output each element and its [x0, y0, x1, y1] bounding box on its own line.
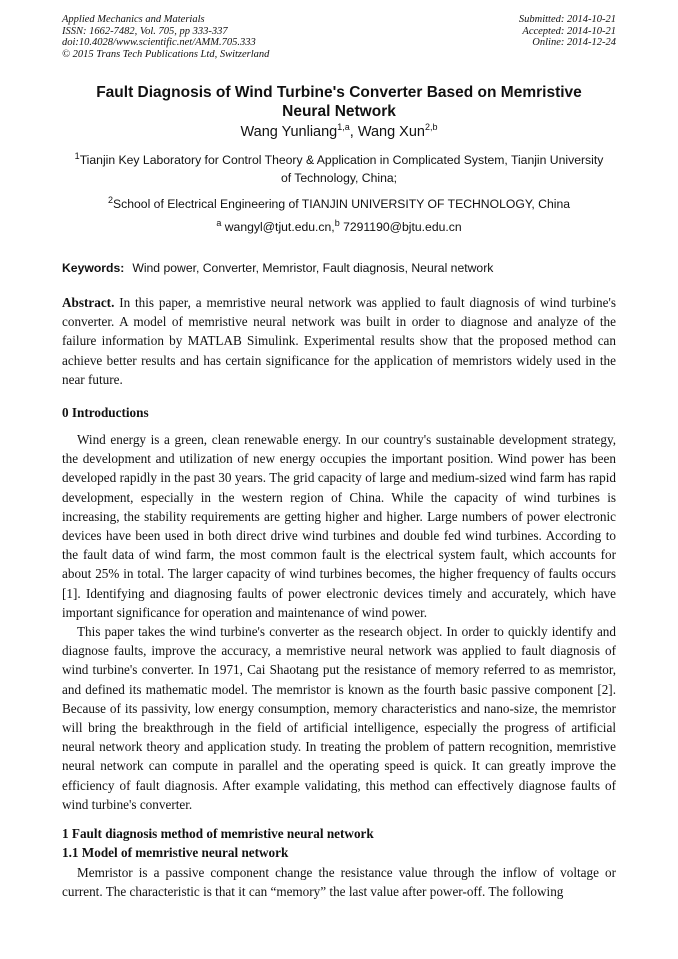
page-header: [62, 14, 616, 66]
affiliation-1-line-2: of Technology, China;: [280, 171, 398, 185]
title-line-2: Neural Network: [282, 103, 396, 120]
dates-info: [519, 14, 616, 49]
author-2: Wang Xun: [357, 124, 425, 140]
section-heading-1-1: 1.1 Model of memristive neural network: [62, 845, 289, 860]
affiliation-2-marker: 2: [108, 194, 114, 205]
title-line-1: Fault Diagnosis of Wind Turbine's Converter Based on Memristive: [96, 84, 582, 101]
affiliation-1: [62, 151, 616, 187]
affiliation-1-marker: 1: [74, 150, 80, 161]
journal-info: [62, 14, 269, 60]
section-heading-1: 1 Fault diagnosis method of memristive neural network: [62, 826, 374, 841]
abstract-text: In this paper, a memristive neural network was applied to fault diagnosis of wind turbine's converter. A model of memristive neural network was built in order to diagnose and analyze of the failure information by MATLAB Simulink. Experimental results show that the proposed method can achieve better results and has certain significance for the application of memristors widely used in the near future.: [62, 295, 616, 387]
section-heading-introductions: 0 Introductions: [62, 405, 149, 420]
section-1-1-body: [62, 863, 616, 901]
author-1: Wang Yunliang: [240, 124, 338, 140]
author-separator: ,: [349, 124, 358, 140]
affiliation-2: [62, 195, 616, 213]
abstract: [62, 293, 616, 389]
keywords-text: Wind power, Converter, Memristor, Fault diagnosis, Neural network: [132, 261, 494, 275]
keywords-label: Keywords:: [62, 261, 125, 275]
author-2-affiliation: 2,b: [424, 122, 438, 133]
submitted-date: Submitted: 2014-10-21: [518, 14, 616, 25]
introduction-body: [62, 430, 616, 814]
section-1-1-paragraph-1: Memristor is a passive component change the resistance value through the inflow of voltage or current. The characteristic is that it can “memory” the last value after power-off. The following: [62, 865, 616, 900]
author-emails: [62, 217, 616, 234]
abstract-label: Abstract.: [62, 295, 115, 310]
online-date: Online: 2014-12-24: [532, 37, 616, 48]
email-b-marker: b: [334, 217, 340, 228]
affiliation-2-text: School of Electrical Engineering of TIANJIN UNIVERSITY OF TECHNOLOGY, China: [113, 197, 570, 211]
email-b: 7291190@bjtu.edu.cn: [343, 220, 462, 234]
email-a-marker: a: [216, 217, 222, 228]
intro-paragraph-2: This paper takes the wind turbine's converter as the research object. In order to quickly identify and diagnose faults, improve the accuracy, a memristive neural network was applied to fault diagnosis of wind turbine's converter. In 1971, Cai Shaotang put the resistance of memory referred to as memristor, and defined its mathematic model. The memristor is known as the fourth basic passive component [2]. Because of its passivity, low energy consumption, memory characteristics and nano-size, the memristor will bring the breakthrough in the field of artificial intelligence, especially the progress of artificial neural network theory and application study. In treating the problem of pattern recognition, memristive neural network can compute in parallel and the operating speed is quick. It can greatly improve the efficiency of fault diagnosis. After example validating, this method can effectively diagnose faults of wind turbine's converter.: [62, 624, 616, 812]
author-1-affiliation: 1,a: [337, 122, 350, 133]
issn: ISSN: 1662-7482, Vol. 705, pp 333-337: [62, 25, 228, 37]
accepted-date: Accepted: 2014-10-21: [522, 25, 616, 37]
intro-paragraph-1: Wind energy is a green, clean renewable energy. In our country's sustainable development strategy, the development and utilization of new energy occupies the important position. Wind power has been developed rapidly in the past 30 years. The grid capacity of large and medium-sized wind farm has rapid development, especially in the western region of China. While the capacity of wind turbines is increasing, the stability requirements are getting higher and higher. Large numbers of power electronic devices have been used in both direct drive wind turbines and double fed wind turbines. According to the fault data of wind farm, the most common fault is the electrical system fault, which accounts for about 25% in total. The larger capacity of wind turbines becomes, the higher frequency of faults occurs [1]. Identifying and diagnosing faults of power electronic devices timely and accurately, which have important significance for operation and maintenance of wind power.: [62, 432, 616, 620]
affiliation-1-line-1: Tianjin Key Laboratory for Control Theory & Application in Complicated System, Tianjin University: [79, 153, 604, 167]
paper-title: [62, 83, 616, 121]
journal-name: Applied Mechanics and Materials: [62, 14, 205, 25]
doi: doi:10.4028/www.scientific.net/AMM.705.333: [62, 37, 256, 48]
authors: [62, 124, 616, 140]
keywords: [62, 261, 616, 275]
copyright: © 2015 Trans Tech Publications Ltd, Switzerland: [62, 48, 270, 60]
email-a: wangyl@tjut.edu.cn,: [224, 220, 335, 234]
